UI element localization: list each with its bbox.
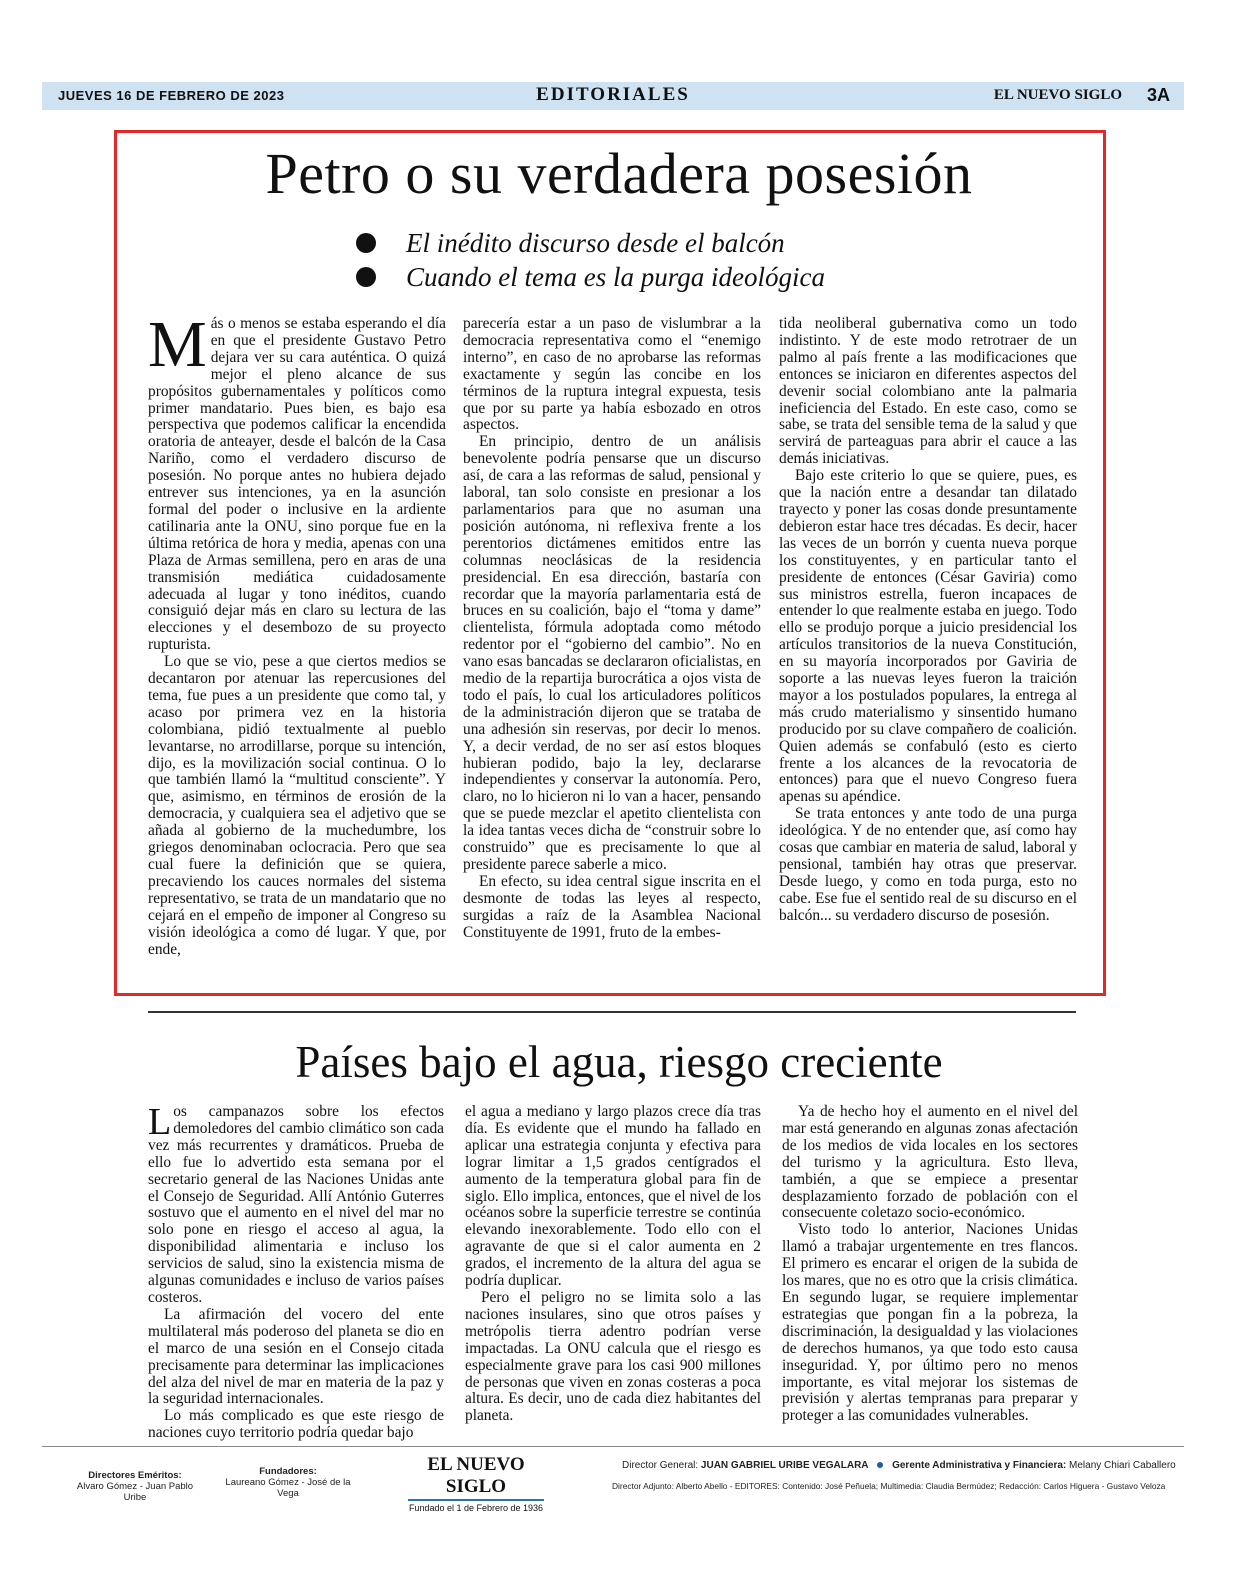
footer-names: Alvaro Gómez - Juan Pablo Uribe [76,1481,194,1503]
editorial-title: Petro o su verdadera posesión [265,141,973,206]
footer-label: Gerente Administrativa y Financiera: [892,1460,1067,1471]
page-header [42,82,1184,110]
paragraph: En efecto, su idea central sigue inscrita en el desmonte de todas las leyes al respecto, surgidas a raíz de la Asamblea Nacional Constituyente de 1991, fruto de la embes- [463,872,761,941]
footer-label: Fundadores: [259,1466,317,1477]
paragraph: Bajo este criterio lo que se quiere, pues, es que la nación entre a desandar tan dilatado trayecto y poner las cosas donde presuntamente debieron estar hace tres décadas. Es decir, hacer las veces de un borrón y cuenta nueva porque los constituyentes, y en particular tanto el presidente de entonces (César Gaviria) como sus ministros estrella, fueron incapaces de entender lo que realmente estaba en juego. Todo ello se produjo porque a juicio presidencial los artículos transitorios de la nueva Constitución, en su mayoría incorporados por Gaviria de soporte a las nuevas leyes fueron la traición mayor a los postulados populares, la entrega al más crudo materialismo y sinsentido humano producido por su clave compañero de coalición. Quien además se confabuló (esto es cierto frente a los alcances de la revocatoria de entonces) para que el nuevo Congreso fuera apenas su apéndice. [779,467,1077,806]
paragraph: Más o menos se estaba esperando el día en que el presidente Gustavo Petro dejara ver su cara auténtica. O quizá mejor el pleno alcance de sus propósitos gubernamentales y políticos como primer mandatario. Pues bien, es bajo esa perspectiva que podemos calificar la encendida oratoria de anteayer, desde el balcón de la Casa Nariño, como el verdadero discurso de posesión. No porque antes no hubiera dejado entrever sus intenciones, ya en la asunción formal del poder o inclusive en la ardiente catilinaria ante la ONU, sino porque fue en la última retórica de hora y media, apenas con una Plaza de Armas semillena, pero en aras de una transmisión mediática cuidadosamente adecuada al lugar y tono inéditos, cuando consiguió dejar más en claro su lectura de las elecciones y el desembozo de su proyecto rupturista. [148,308,446,654]
article-column-3 [782,1104,1078,1425]
footer-logo-tagline: Fundado el 1 de Febrero de 1936 [408,1503,544,1513]
footer-staff-line-1 [622,1460,1176,1471]
footer-director: JUAN GABRIEL URIBE VEGALARA [700,1460,869,1471]
drop-cap: L [148,1101,172,1143]
footer-label: Director General: [622,1460,699,1471]
article-column-1 [148,1101,444,1442]
footer-logo-name: EL NUEVO SIGLO [408,1454,544,1501]
bullet-icon [877,1462,883,1468]
page-number: 3A [1146,85,1170,105]
editorial-title: Países bajo el agua, riesgo creciente [295,1037,943,1087]
header-date: JUEVES 16 DE FEBRERO DE 2023 [58,88,285,103]
paragraph: Los campanazos sobre los efectos demoledores del cambio climático son cada vez más recurrentes y dramáticos. Prueba de ello fue lo advertido esta semana por el secretario general de las Naciones Unidas ante el Consejo de Seguridad. Allí António Guterres sostuvo que el aumento en el nivel del mar no solo pone en riesgo el acceso al agua, la disponibilidad alimentaria e incluso los servicios de salud, sino la existencia misma de algunas comunidades e incluso de varios países costeros. [148,1101,444,1306]
bullet-icon [356,267,376,287]
paragraph: Se trata entonces y ante todo de una purga ideológica. Y de no entender que, así como hay cosas que cambiar en materia de salud, laboral y pensional, también hay otras que preservar. Desde luego, y como en toda purga, esto no cabe. Ese fue el sentido real de su discurso en el balcón... su verdadero discurso de posesión. [779,805,1077,924]
article-column-2 [465,1104,761,1425]
article-column-3 [779,316,1077,925]
bullet-icon [356,233,376,253]
footer-names: Laureano Gómez - José de la Vega [225,1477,351,1499]
subhead-text: Cuando el tema es la purga ideológica [406,261,825,292]
subheads [356,226,825,294]
section-divider [148,1011,1076,1013]
subhead-item [356,226,825,260]
paragraph: Lo que se vio, pese a que ciertos medios se decantaron por atenuar las repercusiones del tema, fue pues a un presidente que como tal, y acaso por primera vez en la historia colombiana, pidió textualmente al pueblo levantarse, no arrodillarse, porque su intención, dijo, es la movilización social continua. O lo que también llamó la “multitud consciente”. Y que, asimismo, en términos de erosión de la democracia, y cualquiera sea el adjetivo que se añada al gobierno de la muchedumbre, los griegos denominaban oclocracia. Pero que sea cual fuere la definición que se quiera, precaviendo los cauces normales del sistema representativo, se trata de un mandatario que no cejará en el empeño de imponer al Congreso su visión ideológica a como dé lugar. Y que, por ende, [148,653,446,958]
footer-divider [42,1446,1184,1447]
footer-gerente: Melany Chiari Caballero [1069,1460,1176,1471]
footer-staff-line-2: Director Adjunto: Alberto Abello - EDITORES: Contenido: José Peñuela; Multimedia: Claudia Bermúdez; Redacción: Carlos Higuera - Gustavo Veloza [612,1481,1166,1491]
footer-emeritos [70,1470,200,1503]
article-column-2 [463,316,761,942]
footer-label: Directores Eméritos: [88,1470,182,1481]
paragraph: el agua a mediano y largo plazos crece día tras día. Es evidente que el mundo ha fallado en aplicar una estrategia conjunta y efectiva para lograr limitar a 1,5 grados centígrados el aumento de la temperatura global para fin de siglo. Ello implica, entonces, que el nivel de los océanos sobre la superficie terrestre se continúa elevando inexorablemente. Todo ello con el agravante de que si el calor aumenta en 2 grados, el incremento de la altura del agua se podría duplicar. [465,1103,761,1290]
paragraph: tida neoliberal gubernativa como un todo indistinto. Y de este modo retrotraer de un palmo al país frente a las modificaciones que entonces se iniciaron en diferentes aspectos del devenir social colombiano ante la palmaria ineficiencia del Estado. En este caso, como se sabe, se trata del sensible tema de la salud y que servirá de parteaguas para abrir el cauce a las demás iniciativas. [779,315,1077,468]
paragraph: Lo más complicado es que este riesgo de naciones cuyo territorio podría quedar bajo [148,1407,444,1442]
footer-fundadores [218,1466,358,1499]
newspaper-logo: EL NUEVO SIGLO [993,87,1122,103]
article-column-1 [148,308,446,958]
paragraph: Ya de hecho hoy el aumento en el nivel del mar está generando en algunas zonas afectación de los medios de vida locales en los sectores del turismo y la agricultura. Esto lleva, también, a que se empiece a presentar desplazamiento forzado de población con el consecuente coletazo socio-económico. [782,1103,1078,1222]
paragraph: Visto todo lo anterior, Naciones Unidas llamó a trabajar urgentemente en tres flancos. El primero es encarar el origen de la subida de los mares, que no es otro que la crisis climática. En segundo lugar, se requiere implementar estrategias que pongan fin a la pobreza, la discriminación, la desigualdad y las violaciones de derechos humanos, ya que todo esto causa inseguridad. Y, por último pero no menos importante, es vital mejorar los sistemas de previsión y alertas tempranas para preparar y proteger a las comunidades vulnerables. [782,1221,1078,1425]
drop-cap: M [148,308,207,381]
subhead-item [356,260,825,294]
paragraph: parecería estar a un paso de vislumbrar a la democracia representativa como el “enemigo interno”, en caso de no aprobarse las reformas exactamente y según las concibe en los términos de la ruptura integral expuesta, tesis que por su parte ya había esbozado en otros aspectos. [463,315,761,434]
paragraph: La afirmación del vocero del ente multilateral más poderoso del planeta se dio en el marco de una sesión en el Consejo citada precisamente para determinar las implicaciones del alza del nivel de mar en materia de la paz y la seguridad internacionales. [148,1305,444,1408]
section-title: EDITORIALES [536,84,690,105]
paragraph: Pero el peligro no se limita solo a las naciones insulares, sino que otros países y metrópolis tierra adentro podrían verse impactadas. La ONU calcula que el riesgo es especialmente grave para los casi 900 millones de personas que viven en zonas costeras a poca altura. Es decir, uno de cada diez habitantes del planeta. [465,1288,761,1425]
subhead-text: El inédito discurso desde el balcón [406,227,785,258]
paragraph: En principio, dentro de un análisis benevolente podría pensarse que un discurso así, de cara a las reformas de salud, pensional y laboral, tan solo consiste en presionar a los parlamentarios para que no asuman una posición autónoma, ni reflexiva frente a los perentorios dictámenes emitidos entre las columnas neoclásicas de la residencia presidencial. En esa dirección, bastaría con recordar que la mayoría parlamentaria está de bruces en su coalición, bajo el “toma y dame” clientelista, fórmula adoptada como método redentor por el “gobierno del cambio”. No en vano esas bancadas se declararon oficialistas, en medio de la repartija burocrática a ojos vista de todo el país, lo cual los articuladores políticos de la administración dijeron que se trataba de una adhesión sin reservas, por decir lo menos. Y, a decir verdad, de no ser así estos bloques hubieran podido, bajo la ley, declararse independientes y conservar la autonomía. Pero, claro, no lo hicieron ni lo van a hacer, pensando que se puede mezclar el apetito clientelista con la idea tantas veces dicha de “construir sobre lo construido” que es precisamente lo que al presidente parece saberle a mico. [463,433,761,873]
footer-logo [408,1454,544,1513]
